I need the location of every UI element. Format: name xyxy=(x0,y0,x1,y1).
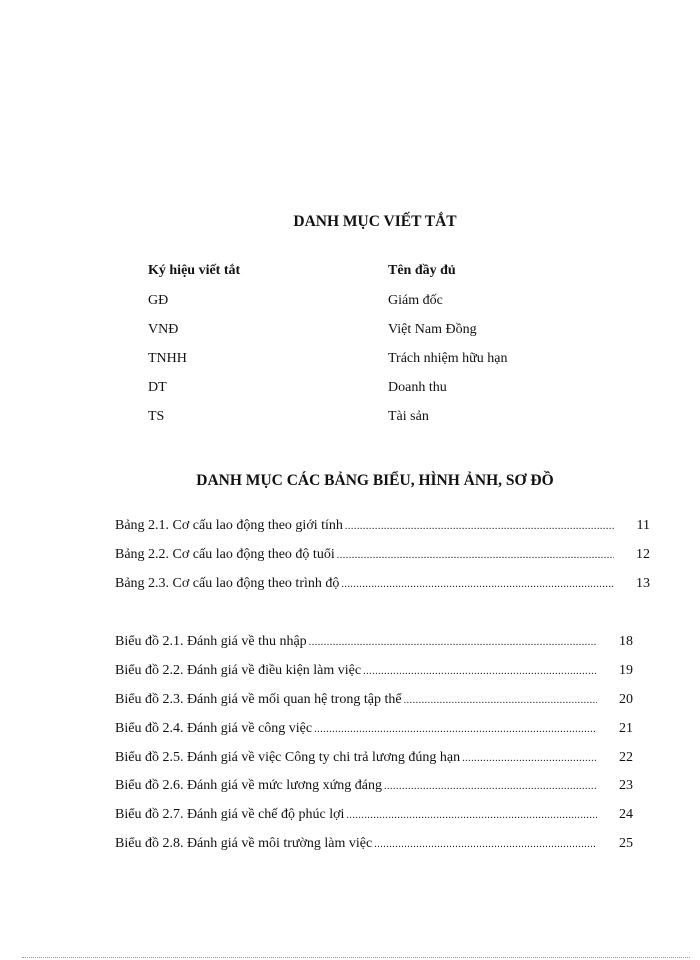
toc-entry[interactable] xyxy=(115,547,650,563)
full-name-cell: Doanh thu xyxy=(388,380,447,395)
full-name-cell: Trách nhiệm hữu hạn xyxy=(388,351,508,366)
full-name-cell: Giám đốc xyxy=(388,293,443,308)
toc-page-number: 24 xyxy=(619,807,633,822)
toc-entry-label: Biểu đồ 2.4. Đánh giá về công việc xyxy=(115,721,313,736)
toc-page-number: 23 xyxy=(619,778,633,793)
toc-entry-label: Biểu đồ 2.1. Đánh giá về thu nhập xyxy=(115,634,307,649)
toc-entry-label: Biểu đồ 2.7. Đánh giá về chế độ phúc lợi xyxy=(115,807,345,822)
dot-leader xyxy=(363,666,597,677)
toc-entry-label: Bảng 2.3. Cơ cấu lao động theo trình độ xyxy=(115,576,340,591)
abbreviations-title: DANH MỤC VIẾT TẮT xyxy=(293,213,457,230)
toc-page-number: 20 xyxy=(619,692,633,707)
abbr-cell: VNĐ xyxy=(148,322,179,337)
toc-page-number: 22 xyxy=(619,750,633,765)
dot-leader xyxy=(346,810,597,821)
full-name-column-header: Tên đầy đủ xyxy=(388,263,456,278)
page-break-line xyxy=(22,957,690,958)
toc-entry-label: Biểu đồ 2.6. Đánh giá về mức lương xứng đáng xyxy=(115,778,382,793)
dot-leader xyxy=(314,724,597,735)
toc-page-number: 13 xyxy=(636,576,650,591)
toc-page-number: 25 xyxy=(619,836,633,851)
toc-entry[interactable] xyxy=(115,663,633,679)
toc-entry[interactable] xyxy=(115,807,633,823)
figures-title: DANH MỤC CÁC BẢNG BIỂU, HÌNH ẢNH, SƠ ĐỒ xyxy=(196,472,554,489)
toc-page-number: 21 xyxy=(619,721,633,736)
toc-entry-label: Bảng 2.2. Cơ cấu lao động theo độ tuổi xyxy=(115,547,335,562)
toc-entry[interactable] xyxy=(115,836,633,852)
toc-entry-label: Biểu đồ 2.2. Đánh giá về điều kiện làm việc xyxy=(115,663,362,678)
abbr-cell: DT xyxy=(148,380,167,395)
toc-entry[interactable] xyxy=(115,518,650,534)
abbr-column-header: Ký hiệu viết tắt xyxy=(148,263,241,278)
toc-page-number: 11 xyxy=(636,518,650,533)
toc-entry-label: Bảng 2.1. Cơ cấu lao động theo giới tính xyxy=(115,518,343,533)
toc-entry-label: Biểu đồ 2.3. Đánh giá về mối quan hệ trong tập thể xyxy=(115,692,402,707)
toc-entry-label: Biểu đồ 2.5. Đánh giá về việc Công ty chi trả lương đúng hạn xyxy=(115,750,461,765)
dot-leader xyxy=(337,550,614,561)
toc-entry[interactable] xyxy=(115,634,633,650)
full-name-cell: Tài sản xyxy=(388,409,429,424)
dot-leader xyxy=(404,695,597,706)
abbr-cell: GĐ xyxy=(148,293,169,308)
toc-page-number: 18 xyxy=(619,634,633,649)
dot-leader xyxy=(374,839,597,850)
toc-page-number: 12 xyxy=(636,547,650,562)
dot-leader xyxy=(341,579,614,590)
dot-leader xyxy=(462,753,597,764)
dot-leader xyxy=(309,637,597,648)
toc-entry[interactable] xyxy=(115,576,650,592)
toc-page-number: 19 xyxy=(619,663,633,678)
full-name-cell: Việt Nam Đồng xyxy=(388,322,477,337)
toc-entry[interactable] xyxy=(115,692,633,708)
toc-entry[interactable] xyxy=(115,750,633,766)
toc-entry[interactable] xyxy=(115,721,633,737)
toc-entry-label: Biểu đồ 2.8. Đánh giá về môi trường làm việc xyxy=(115,836,373,851)
dot-leader xyxy=(345,521,614,532)
abbr-cell: TNHH xyxy=(148,351,187,366)
toc-entry[interactable] xyxy=(115,778,633,794)
dot-leader xyxy=(384,781,597,792)
abbr-cell: TS xyxy=(148,409,165,424)
